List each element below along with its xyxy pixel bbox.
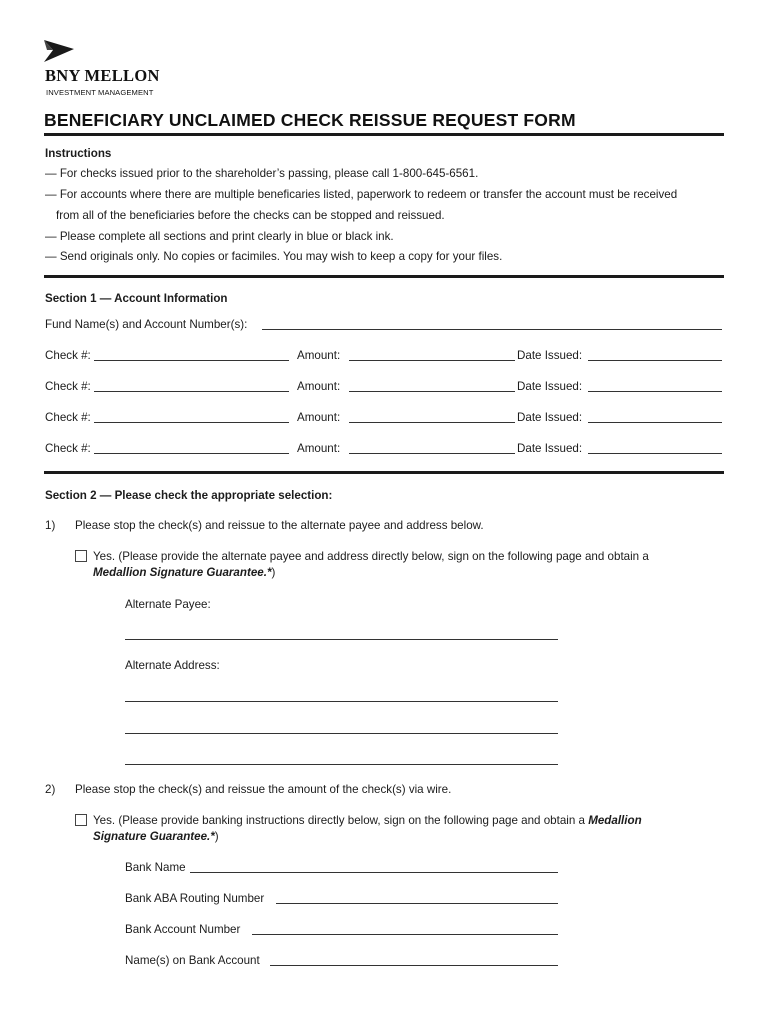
title-divider (44, 133, 724, 136)
check-number-field[interactable] (94, 453, 289, 454)
instruction-line: from all of the beneficiaries before the checks can be stopped and reissued. (56, 209, 445, 222)
aba-routing-field[interactable] (276, 903, 558, 904)
section1-heading: Section 1 — Account Information (45, 292, 228, 305)
bny-mellon-arrow-icon (44, 36, 74, 64)
section2-heading: Section 2 — Please check the appropriate selection: (45, 489, 333, 502)
section-divider (44, 275, 724, 278)
option2-yes-body: Yes. (Please provide banking instructions directly below, sign on the following page and obtain a (93, 814, 589, 827)
alternate-payee-field[interactable] (125, 639, 558, 640)
instruction-line: — Send originals only. No copies or facimiles. You may wish to keep a copy for your files. (45, 250, 503, 263)
check-label: Check #: (45, 411, 91, 424)
date-issued-field[interactable] (588, 391, 722, 392)
amount-label: Amount: (297, 442, 341, 455)
alternate-address-field[interactable] (125, 733, 558, 734)
option1-number: 1) (45, 519, 56, 532)
date-issued-field[interactable] (588, 422, 722, 423)
amount-field[interactable] (349, 453, 515, 454)
option2-text: Please stop the check(s) and reissue the amount of the check(s) via wire. (75, 783, 452, 796)
aba-routing-label: Bank ABA Routing Number (125, 892, 265, 905)
signature-guarantee-emphasis: Signature Guarantee.* (93, 830, 215, 843)
medallion-guarantee-emphasis: Medallion Signature Guarantee.* (93, 566, 272, 579)
amount-label: Amount: (297, 411, 341, 424)
check-number-field[interactable] (94, 422, 289, 423)
date-label: Date Issued: (517, 442, 583, 455)
option1-yes-guarantee (93, 565, 275, 580)
option2-yes-checkbox[interactable] (75, 814, 87, 826)
alternate-payee-label: Alternate Payee: (125, 598, 211, 611)
date-issued-field[interactable] (588, 453, 722, 454)
option1-yes-text: Yes. (Please provide the alternate payee and address directly below, sign on the following page and obtain a (93, 550, 649, 563)
alternate-address-field[interactable] (125, 764, 558, 765)
option2-number: 2) (45, 783, 56, 796)
account-names-label: Name(s) on Bank Account (125, 954, 260, 967)
instruction-line: — Please complete all sections and print clearly in blue or black ink. (45, 230, 394, 243)
date-label: Date Issued: (517, 380, 583, 393)
fund-label: Fund Name(s) and Account Number(s): (45, 318, 248, 331)
check-label: Check #: (45, 380, 91, 393)
instruction-line: — For checks issued prior to the shareholder’s passing, please call 1-800-645-6561. (45, 167, 479, 180)
option2-yes-text (93, 813, 642, 828)
amount-field[interactable] (349, 422, 515, 423)
check-number-field[interactable] (94, 360, 289, 361)
option2-yes-guarantee (93, 829, 219, 844)
form-title: BENEFICIARY UNCLAIMED CHECK REISSUE REQUEST FORM (44, 110, 576, 130)
date-label: Date Issued: (517, 411, 583, 424)
alternate-address-label: Alternate Address: (125, 659, 220, 672)
option1-text: Please stop the check(s) and reissue to the alternate payee and address below. (75, 519, 484, 532)
alternate-address-field[interactable] (125, 701, 558, 702)
check-label: Check #: (45, 349, 91, 362)
bank-account-field[interactable] (252, 934, 558, 935)
brand-logo (44, 36, 160, 97)
date-label: Date Issued: (517, 349, 583, 362)
section-divider (44, 471, 724, 474)
closing-paren: ) (271, 566, 276, 579)
closing-paren: ) (214, 830, 219, 843)
amount-label: Amount: (297, 380, 341, 393)
bank-name-field[interactable] (190, 872, 558, 873)
account-names-field[interactable] (270, 965, 558, 966)
date-issued-field[interactable] (588, 360, 722, 361)
option1-yes-checkbox[interactable] (75, 550, 87, 562)
bank-account-label: Bank Account Number (125, 923, 241, 936)
logo-name: BNY MELLON (45, 66, 160, 85)
instruction-line: — For accounts where there are multiple beneficaries listed, paperwork to redeem or transfer the account must be received (45, 188, 678, 201)
instructions-heading: Instructions (45, 147, 112, 160)
check-number-field[interactable] (94, 391, 289, 392)
amount-label: Amount: (297, 349, 341, 362)
medallion-emphasis: Medallion (588, 814, 642, 827)
bank-name-label: Bank Name (125, 861, 186, 874)
amount-field[interactable] (349, 360, 515, 361)
check-label: Check #: (45, 442, 91, 455)
amount-field[interactable] (349, 391, 515, 392)
fund-account-field[interactable] (262, 329, 722, 330)
logo-subtitle: INVESTMENT MANAGEMENT (46, 88, 154, 97)
